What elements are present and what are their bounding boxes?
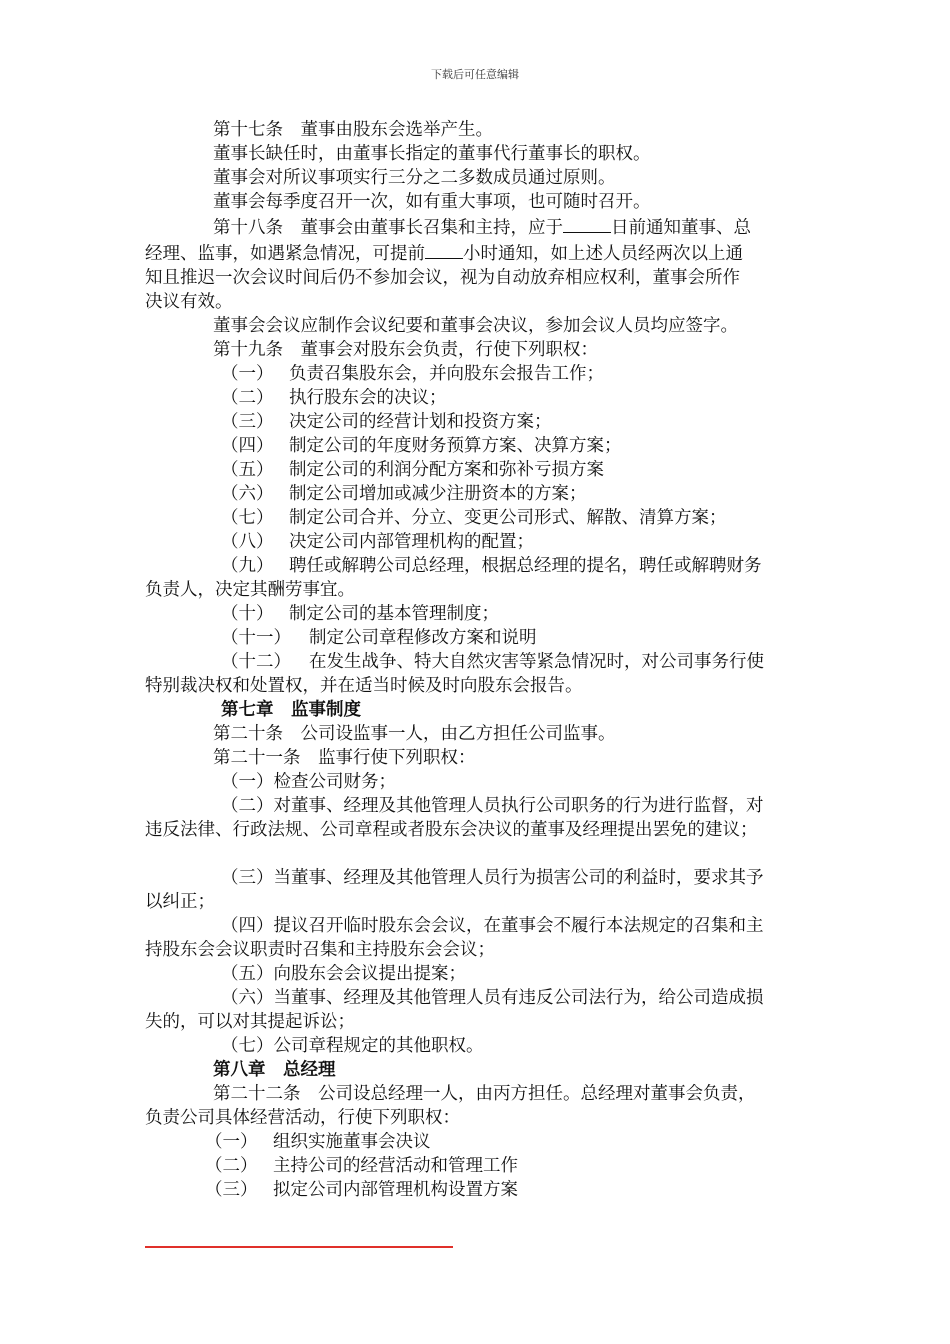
list-item: （四）提议召开临时股东会会议，在董事会不履行本法规定的召集和主 xyxy=(221,916,764,936)
item-text: 制定公司的年度财务预算方案、决算方案； xyxy=(289,436,622,456)
item-number: （二） xyxy=(205,1156,258,1176)
paragraph: 董事会会议应制作会议纪要和董事会决议，参加会议人员均应签字。 xyxy=(213,316,738,336)
item-number: （一） xyxy=(205,1132,258,1152)
item-number: （八） xyxy=(221,532,274,552)
item-text: 决定公司的经营计划和投资方案； xyxy=(289,412,552,432)
item-text: 拟定公司内部管理机构设置方案 xyxy=(273,1180,518,1200)
paragraph-continuation: 以纠正； xyxy=(145,892,215,912)
list-item xyxy=(145,1154,807,1178)
fill-in-blank xyxy=(425,240,463,259)
article-22: 第二十二条 公司设总经理一人，由丙方担任。总经理对董事会负责， xyxy=(213,1084,756,1104)
list-item: （六）当董事、经理及其他管理人员有违反公司法行为，给公司造成损 xyxy=(221,988,764,1008)
item-text: 组织实施董事会决议 xyxy=(273,1132,431,1152)
paragraph-continuation xyxy=(145,240,807,266)
item-number: （一） xyxy=(221,364,274,384)
document-body xyxy=(145,118,807,1202)
item-text: 聘任或解聘公司总经理，根据总经理的提名，聘任或解聘财务 xyxy=(289,556,762,576)
text-span: 经理、监事，如遇紧急情况，可提前 xyxy=(145,244,425,264)
item-text: 制定公司合并、分立、变更公司形式、解散、清算方案； xyxy=(289,508,727,528)
blank-line xyxy=(145,842,807,866)
item-number: （十一） xyxy=(221,628,291,648)
list-item xyxy=(145,434,807,458)
paragraph-continuation: 知且推迟一次会议时间后仍不参加会议，视为自动放弃相应权利，董事会所作 xyxy=(145,268,740,288)
list-item xyxy=(145,458,807,482)
list-item xyxy=(145,530,807,554)
list-item xyxy=(145,554,807,578)
list-item: （二）对董事、经理及其他管理人员执行公司职务的行为进行监督，对 xyxy=(221,796,764,816)
chapter-7-heading: 第七章 监事制度 xyxy=(221,700,361,720)
chapter-8-heading: 第八章 总经理 xyxy=(213,1060,336,1080)
article-21: 第二十一条 监事行使下列职权： xyxy=(213,748,476,768)
list-item xyxy=(145,362,807,386)
list-item: （三）当董事、经理及其他管理人员行为损害公司的利益时，要求其予 xyxy=(221,868,764,888)
list-item xyxy=(145,506,807,530)
item-text: 制定公司增加或减少注册资本的方案； xyxy=(289,484,587,504)
paragraph-continuation: 负责公司具体经营活动，行使下列职权： xyxy=(145,1108,460,1128)
item-number: （七） xyxy=(221,508,274,528)
text-span: 小时通知，如上述人员经两次以上通 xyxy=(463,244,743,264)
footer-rule xyxy=(145,1246,453,1248)
article-20: 第二十条 公司设监事一人，由乙方担任公司监事。 xyxy=(213,724,616,744)
text-span: 第十八条 董事会由董事长召集和主持，应于 xyxy=(213,218,563,238)
item-text: 在发生战争、特大自然灾害等紧急情况时，对公司事务行使 xyxy=(309,652,764,672)
list-item xyxy=(145,650,807,674)
item-number: （四） xyxy=(221,436,274,456)
paragraph-continuation: 特别裁决权和处置权，并在适当时候及时向股东会报告。 xyxy=(145,676,583,696)
item-number: （十） xyxy=(221,604,274,624)
item-number: （三） xyxy=(205,1180,258,1200)
list-item xyxy=(145,482,807,506)
list-item xyxy=(145,1178,807,1202)
list-item: （一）检查公司财务； xyxy=(221,772,396,792)
item-text: 制定公司章程修改方案和说明 xyxy=(309,628,537,648)
paragraph-continuation: 负责人，决定其酬劳事宜。 xyxy=(145,580,355,600)
item-number: （十二） xyxy=(221,652,291,672)
item-text: 负责召集股东会，并向股东会报告工作； xyxy=(289,364,604,384)
article-17: 第十七条 董事由股东会选举产生。 xyxy=(213,120,493,140)
fill-in-blank xyxy=(563,214,611,233)
paragraph: 董事会每季度召开一次，如有重大事项，也可随时召开。 xyxy=(213,192,651,212)
article-19: 第十九条 董事会对股东会负责，行使下列职权： xyxy=(213,340,598,360)
item-text: 制定公司的利润分配方案和弥补亏损方案 xyxy=(289,460,604,480)
paragraph-continuation: 决议有效。 xyxy=(145,292,233,312)
article-19-list xyxy=(145,362,807,554)
paragraph: 董事长缺任时，由董事长指定的董事代行董事长的职权。 xyxy=(213,144,651,164)
list-item xyxy=(145,386,807,410)
list-item: （五）向股东会会议提出提案； xyxy=(221,964,466,984)
paragraph: 董事会对所议事项实行三分之二多数成员通过原则。 xyxy=(213,168,616,188)
page-header: 下载后可任意编辑 xyxy=(431,68,519,81)
item-number: （五） xyxy=(221,460,274,480)
item-text: 主持公司的经营活动和管理工作 xyxy=(273,1156,518,1176)
item-text: 决定公司内部管理机构的配置； xyxy=(289,532,534,552)
article-18 xyxy=(145,214,807,240)
list-item: （七）公司章程规定的其他职权。 xyxy=(221,1036,484,1056)
item-text: 执行股东会的决议； xyxy=(289,388,447,408)
paragraph-continuation: 持股东会会议职责时召集和主持股东会会议； xyxy=(145,940,495,960)
item-text: 制定公司的基本管理制度； xyxy=(289,604,499,624)
item-number: （三） xyxy=(221,412,274,432)
list-item xyxy=(145,626,807,650)
list-item xyxy=(145,1130,807,1154)
item-number: （二） xyxy=(221,388,274,408)
list-item xyxy=(145,602,807,626)
text-span: 日前通知董事、总 xyxy=(611,218,751,238)
paragraph-continuation: 失的，可以对其提起诉讼； xyxy=(145,1012,355,1032)
list-item xyxy=(145,410,807,434)
paragraph-continuation: 违反法律、行政法规、公司章程或者股东会决议的董事及经理提出罢免的建议； xyxy=(145,820,758,840)
item-number: （六） xyxy=(221,484,274,504)
item-number: （九） xyxy=(221,556,274,576)
